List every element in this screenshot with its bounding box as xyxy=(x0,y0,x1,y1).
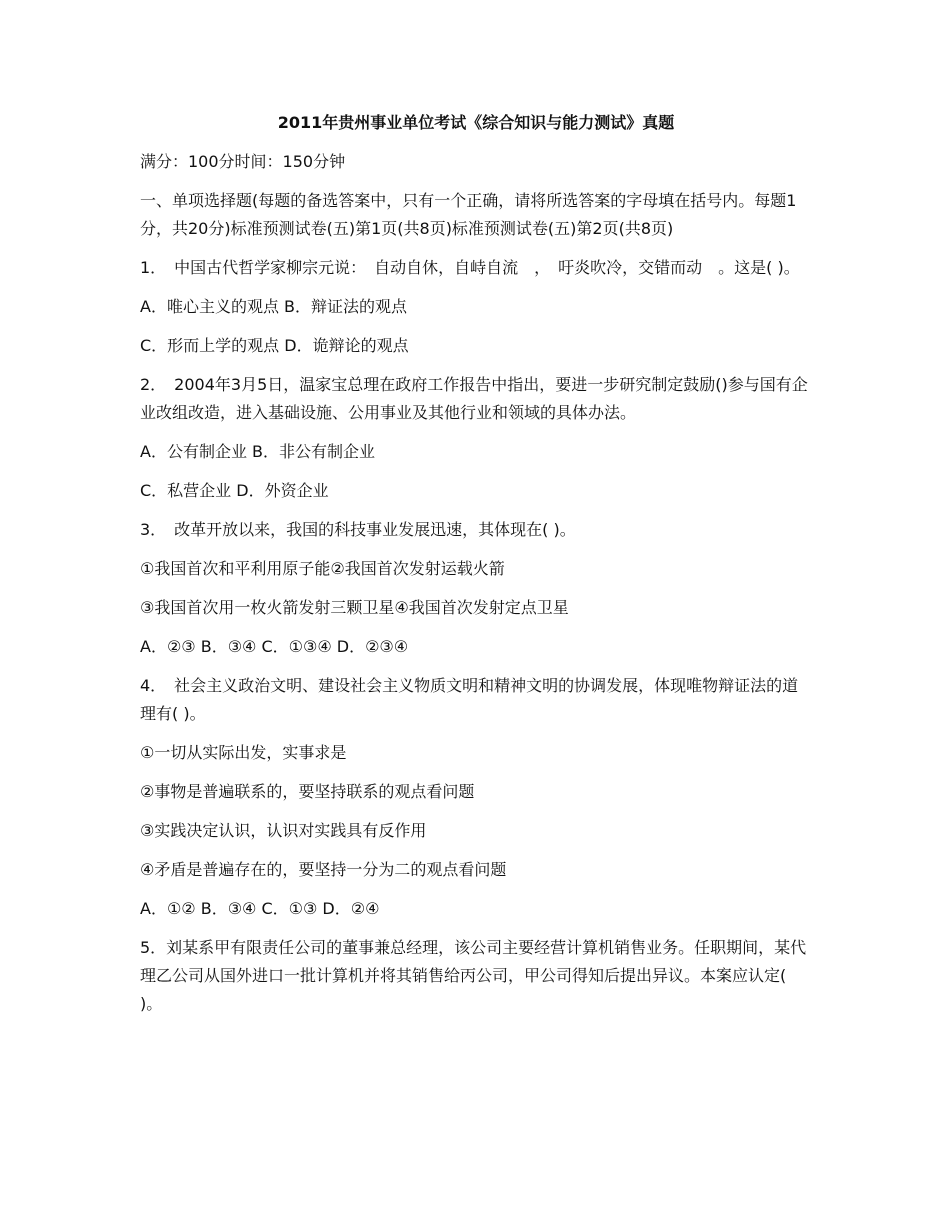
question-3-items-12: ①我国首次和平利用原子能②我国首次发射运载火箭 xyxy=(140,559,505,578)
question-2-options-cd: C．私营企业 D．外资企业 xyxy=(140,481,329,500)
section-intro: 一、单项选择题(每题的备选答案中，只有一个正确，请将所选答案的字母填在括号内。每题1分，共20分)标准预测试卷(五)第1页(共8页)标准预测试卷(五)第2页(共8页) xyxy=(140,191,797,238)
exam-meta: 满分：100分时间：150分钟 xyxy=(140,152,346,171)
question-4-options: A．①② B．③④ C．①③ D．②④ xyxy=(140,899,380,918)
question-4-item-1: ①一切从实际出发，实事求是 xyxy=(140,743,347,762)
question-1-options-cd: C．形而上学的观点 D．诡辩论的观点 xyxy=(140,336,409,355)
question-3-options: A．②③ B．③④ C．①③④ D．②③④ xyxy=(140,637,409,656)
question-1-options-ab: A．唯心主义的观点 B．辩证法的观点 xyxy=(140,297,408,316)
question-2-options-ab: A．公有制企业 B．非公有制企业 xyxy=(140,442,376,461)
question-2-stem: 2． 2004年3月5日，温家宝总理在政府工作报告中指出，要进一步研究制定鼓励()参与国有企业改组改造，进入基础设施、公用事业及其他行业和领域的具体办法。 xyxy=(140,375,808,422)
question-1-stem: 1． 中国古代哲学家柳宗元说： 自动自休，自峙自流 ， 吁炎吹冷，交错而动 。这是( )。 xyxy=(140,258,800,277)
question-4-item-4: ④矛盾是普遍存在的，要坚持一分为二的观点看问题 xyxy=(140,860,507,879)
question-4-item-3: ③实践决定认识，认识对实践具有反作用 xyxy=(140,821,427,840)
question-3-stem: 3． 改革开放以来，我国的科技事业发展迅速，其体现在( )。 xyxy=(140,520,576,539)
question-5-stem: 5．刘某系甲有限责任公司的董事兼总经理，该公司主要经营计算机销售业务。任职期间，某代理乙公司从国外进口一批计算机并将其销售给丙公司，甲公司得知后提出异议。本案应认定( )。 xyxy=(140,938,807,1013)
document-title: 2011年贵州事业单位考试《综合知识与能力测试》真题 xyxy=(277,113,675,132)
question-4-item-2: ②事物是普遍联系的，要坚持联系的观点看问题 xyxy=(140,782,475,801)
question-3-items-34: ③我国首次用一枚火箭发射三颗卫星④我国首次发射定点卫星 xyxy=(140,598,569,617)
question-4-stem: 4． 社会主义政治文明、建设社会主义物质文明和精神文明的协调发展，体现唯物辩证法的道理有( )。 xyxy=(140,676,799,723)
document-body xyxy=(140,109,812,1029)
